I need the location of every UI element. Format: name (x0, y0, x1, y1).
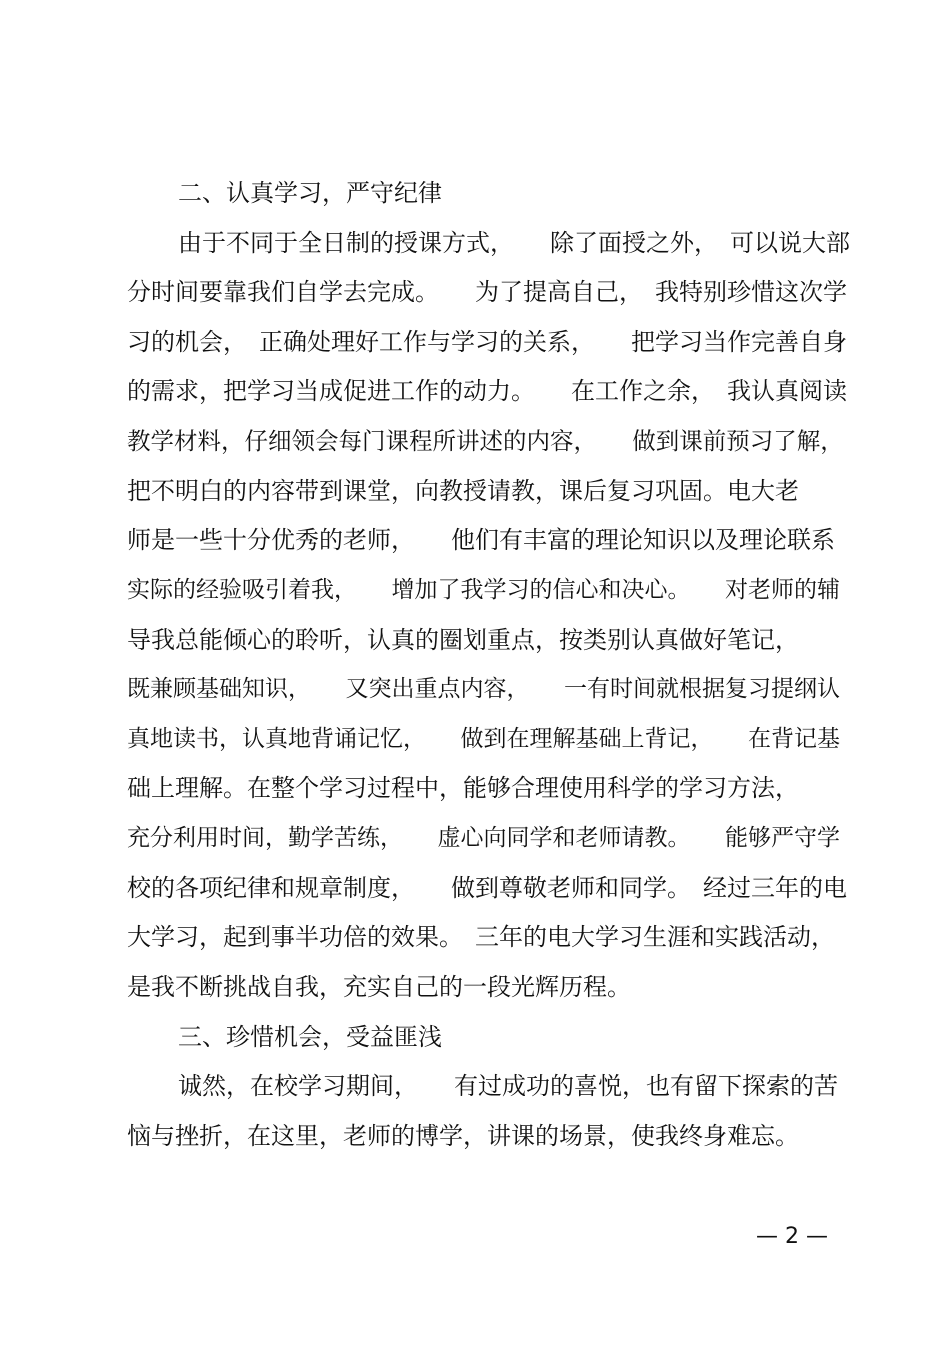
page-number: — 2 — (756, 1224, 828, 1249)
paragraph-line: 教学材料，仔细领会每门课程所讲述的内容， 做到课前预习了解， (127, 427, 844, 455)
section-heading-3: 三、珍惜机会，受益匪浅 (178, 1023, 442, 1051)
paragraph-line: 恼与挫折，在这里，老师的博学，讲课的场景，使我终身难忘。 (127, 1122, 799, 1150)
paragraph-line: 把不明白的内容带到课堂，向教授请教，课后复习巩固。电大老 (127, 477, 799, 505)
paragraph-line: 充分利用时间，勤学苦练， 虚心向同学和老师请教。 能够严守学 (127, 825, 840, 851)
paragraph-line: 真地读书，认真地背诵记忆， 做到在理解基础上背记， 在背记基 (127, 726, 840, 752)
paragraph-line: 导我总能倾心的聆听，认真的圈划重点，按类别认真做好笔记， (127, 626, 799, 654)
paragraph-line: 师是一些十分优秀的老师， 他们有丰富的理论知识以及理论联系 (127, 526, 835, 554)
paragraph-line: 大学习，起到事半功倍的效果。 三年的电大学习生涯和实践活动， (127, 923, 835, 951)
paragraph-line: 是我不断挑战自我，充实自己的一段光辉历程。 (127, 973, 631, 1001)
paragraph-line: 由于不同于全日制的授课方式， 除了面授之外， 可以说大部 (178, 229, 850, 257)
paragraph-line: 础上理解。在整个学习过程中，能够合理使用科学的学习方法， (127, 774, 799, 802)
paragraph-line: 的需求，把学习当成促进工作的动力。 在工作之余， 我认真阅读 (127, 377, 847, 405)
paragraph-line: 校的各项纪律和规章制度， 做到尊敬老师和同学。 经过三年的电 (127, 874, 847, 902)
paragraph-line: 诚然，在校学习期间， 有过成功的喜悦，也有留下探索的苦 (178, 1072, 838, 1100)
paragraph-line: 习的机会， 正确处理好工作与学习的关系， 把学习当作完善自身 (127, 328, 847, 356)
section-heading-2: 二、认真学习，严守纪律 (178, 179, 442, 207)
paragraph-line: 实际的经验吸引着我， 增加了我学习的信心和决心。 对老师的辅 (127, 577, 840, 603)
paragraph-line: 分时间要靠我们自学去完成。 为了提高自己， 我特别珍惜这次学 (127, 278, 847, 306)
paragraph-line: 既兼顾基础知识， 又突出重点内容， 一有时间就根据复习提纲认 (127, 676, 840, 702)
